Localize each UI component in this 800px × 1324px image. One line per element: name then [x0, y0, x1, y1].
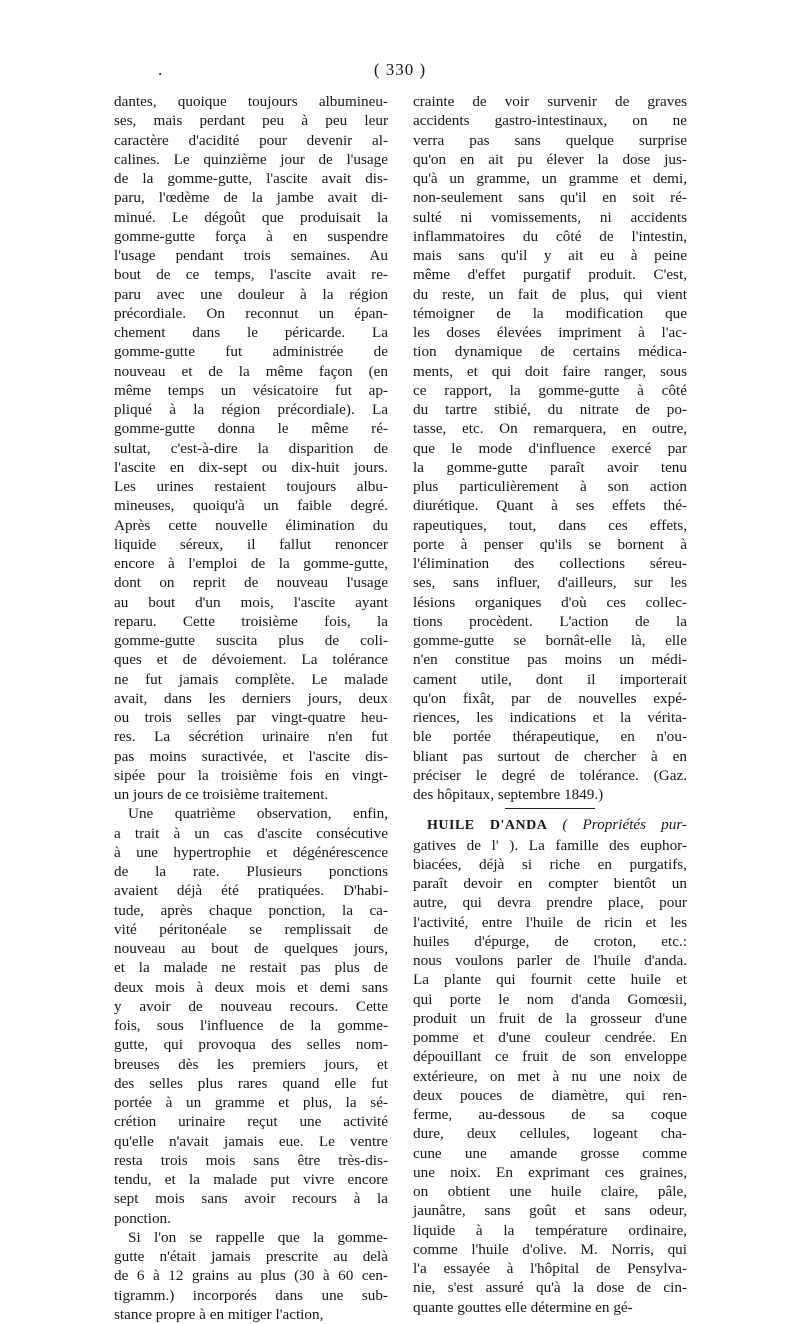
text-line: plus particulièrement à son action: [413, 478, 687, 495]
text-line: sulté ni vomissements, ni accidents: [413, 208, 687, 226]
text-line: tendu, et la malade put vivre encore: [114, 1171, 388, 1188]
entry-huile-d-anda: [413, 815, 687, 1317]
text-line: qui porte le nom d'anda Gomœsii,: [413, 990, 687, 1008]
text-line: ponction.: [114, 1209, 171, 1227]
text-line: préciser le degré de tolérance. (Gaz.: [413, 766, 687, 784]
text-line: huiles d'épurge, de croton, etc.:: [413, 932, 687, 950]
text-line: gomme-gutte força à en suspendre: [114, 227, 388, 245]
text-line: crétion urinaire reçut une activité: [114, 1113, 388, 1131]
text-line: l'activité, entre l'huile de ricin et les: [413, 913, 687, 931]
text-line: ques et de dévoiement. La tolérance: [114, 651, 388, 669]
text-line: ses, sans influer, d'ailleurs, sur les: [413, 574, 687, 592]
text-line: de 6 à 12 grains au plus (30 à 60 cen-: [114, 1267, 388, 1285]
text-line: sipée pour la troisième fois en vingt-: [114, 766, 388, 784]
text-line: [413, 815, 687, 835]
text-line: pomme et d'une couleur cendrée. En: [413, 1029, 687, 1046]
text-line: sultat, c'est-à-dire la disparition de: [114, 439, 388, 457]
text-line: précordiale. On reconnut un épan-: [114, 304, 388, 322]
text-line: encore à l'emploi de la gomme-gutte,: [114, 555, 388, 572]
text-line: tigramm.) incorporés dans une sub-: [114, 1286, 388, 1304]
text-line: tude, après chaque ponction, la ca-: [114, 901, 388, 919]
text-line: deux pouces de diamètre, qui ren-: [413, 1086, 687, 1104]
text-line: sept mois sans avoir recours à la: [114, 1190, 388, 1208]
text-line: Après cette nouvelle élimination du: [114, 516, 388, 534]
text-line: liquide séreux, il fallut renoncer: [114, 535, 388, 553]
text-line: gatives de l' ). La famille des euphor-: [413, 836, 687, 854]
text-line: de la gomme-gutte, l'ascite avait dis-: [114, 170, 388, 187]
text-line: crainte de voir survenir de graves: [413, 93, 687, 110]
text-line: autre, qui devra prendre place, pour: [413, 894, 687, 912]
right-column: [413, 92, 687, 1317]
text-line: l'usage pendant trois semaines. Au: [114, 247, 388, 264]
text-line: res. La sécrétion urinaire n'en fut: [114, 728, 388, 746]
text-line: reparu. Cette troisième fois, la: [114, 612, 388, 630]
section-divider: [505, 808, 595, 809]
text-line: gomme-gutte donna le même ré-: [114, 420, 388, 438]
text-line: les doses élevées impriment à l'ac-: [413, 324, 687, 341]
left-column: [114, 92, 388, 1324]
text-line: ce rapport, la gomme-gutte à côté: [413, 381, 687, 399]
text-line: chement dans le péricarde. La: [114, 324, 388, 341]
text-line: du reste, un fait de plus, qui vient: [413, 285, 687, 303]
text-line: l'élimination des collections séreu-: [413, 555, 687, 572]
text-line: pas moins suractivée, et l'ascite dis-: [114, 747, 388, 765]
paragraph-discussion-continued: [413, 92, 687, 804]
text-line: gomme-gutte fut administrée de: [114, 343, 388, 361]
text-line: breuses dès les premiers jours, et: [114, 1055, 388, 1073]
text-line: mineuses, quoiqu'à un faible degré.: [114, 497, 388, 515]
text-line: qu'on fixât, par de nouvelles expé-: [413, 689, 687, 707]
text-line: gomme-gutte se bornât-elle là, elle: [413, 632, 687, 649]
text-line: bout de ce temps, l'ascite avait re-: [114, 266, 388, 284]
text-line: verra pas sans quelque surprise: [413, 131, 687, 149]
text-line: La plante qui fournit cette huile et: [413, 971, 687, 989]
text-line: nous voulons parler de l'huile d'anda.: [413, 952, 687, 969]
text-line: bliant pas surtout de chercher à en: [413, 747, 687, 765]
text-line: quante gouttes elle détermine en gé-: [413, 1298, 633, 1316]
text-line: minué. Le dégoût que produisait la: [114, 208, 388, 226]
text-line: a trait à un cas d'ascite consécutive: [114, 824, 388, 842]
text-line: nie, s'est assuré qu'à la dose de cin-: [413, 1279, 687, 1297]
text-line: dantes, quoique toujours albumineu-: [114, 93, 388, 110]
text-line: témoigner de la modification que: [413, 304, 687, 322]
text-line: diurétique. Quant à ses effets thé-: [413, 497, 687, 515]
text-line: Une quatrième observation, enfin,: [128, 805, 388, 823]
text-line: avait, dans les derniers jours, deux: [114, 689, 388, 707]
text-line: y avoir de nouveau recours. Cette: [114, 997, 388, 1015]
text-line: des selles plus rares quand elle fut: [114, 1074, 388, 1092]
text-line: qu'à un gramme, un gramme et demi,: [413, 170, 687, 187]
text-line: n'en constitue pas moins un médi-: [413, 651, 687, 669]
text-line: deux mois à deux mois et demi sans: [114, 978, 388, 996]
text-line: que le mode d'influence exercé par: [413, 439, 687, 457]
entry-subtitle: ( Propriétés pur-: [547, 816, 687, 834]
text-line: gomme-gutte suscita plus de coli-: [114, 632, 388, 649]
text-line: ne fut jamais complète. Le malade: [114, 670, 388, 688]
text-line: l'ascite en dix-sept ou dix-huit jours.: [114, 458, 388, 476]
text-line: gutte, qui provoqua des selles nom-: [114, 1036, 388, 1054]
text-line: inflammatoires du côté de l'intestin,: [413, 227, 687, 245]
text-line: tasse, etc. On remarquera, en outre,: [413, 420, 687, 438]
text-line: on obtient une huile claire, pâle,: [413, 1183, 687, 1200]
text-line: porte à penser qu'ils se bornent à: [413, 535, 687, 553]
text-line: des hôpitaux, septembre 1849.): [413, 786, 604, 803]
text-line: extérieure, on met à nu une noix de: [413, 1067, 687, 1085]
text-line: nouveau au bout de quelques jours,: [114, 940, 388, 957]
text-line: ferme, au-dessous de sa coque: [413, 1106, 687, 1123]
text-line: ses, mais perdant peu à peu leur: [114, 112, 388, 130]
text-line: Les urines restaient toujours albu-: [114, 478, 388, 495]
text-line: jaunâtre, sans goût et sans odeur,: [413, 1202, 687, 1220]
text-line: nouveau et de la même façon (en: [114, 362, 388, 380]
text-line: biacées, déjà si riche en purgatifs,: [413, 855, 687, 873]
text-line: à une hypertrophie et dégénérescence: [114, 843, 388, 861]
text-line: riences, les indications et la vérita-: [413, 709, 687, 726]
text-line: cune une amande grosse comme: [413, 1144, 687, 1162]
text-line: une noix. En exprimant ces graines,: [413, 1163, 687, 1181]
text-line: dont on reprit de nouveau l'usage: [114, 574, 388, 592]
text-line: caractère d'acidité pour devenir al-: [114, 131, 388, 149]
text-line: non-seulement sans qu'il en soit ré-: [413, 189, 687, 207]
text-line: gutte n'était jamais prescrite au delà: [114, 1248, 388, 1265]
text-line: la gomme-gutte paraît avoir tenu: [413, 458, 687, 476]
text-line: un jours de ce troisième traitement.: [114, 786, 329, 803]
text-line: l'a essayée à l'hôpital de Pensylva-: [413, 1260, 687, 1277]
paragraph-discussion: [114, 1228, 388, 1324]
text-line: au bout d'un mois, l'ascite ayant: [114, 593, 388, 611]
text-line: mais sans qu'il y ait eu à peine: [413, 247, 687, 264]
page-header: [0, 60, 800, 80]
entry-title: HUILE D'ANDA: [427, 818, 548, 834]
text-line: rapeutiques, tout, dans ces effets,: [413, 516, 687, 534]
text-line: resta trois mois sans être très-dis-: [114, 1151, 388, 1169]
text-line: Si l'on se rappelle que la gomme-: [128, 1228, 388, 1246]
paragraph-ascite-case-4: [114, 804, 388, 1228]
text-line: tions procèdent. L'action de la: [413, 612, 687, 630]
text-line: même d'effet purgatif produit. C'est,: [413, 266, 687, 284]
text-line: paru, l'œdème de la jambe avait di-: [114, 189, 388, 207]
text-line: fois, sous l'influence de la gomme-: [114, 1017, 388, 1034]
text-line: cament utile, dont il importerait: [413, 670, 687, 688]
text-line: calines. Le quinzième jour de l'usage: [114, 150, 388, 168]
text-line: stance propre à en mitiger l'action,: [114, 1305, 324, 1323]
text-line: accidents gastro-intestinaux, on ne: [413, 112, 687, 130]
text-line: de la rate. Plusieurs ponctions: [114, 863, 388, 880]
text-line: dépouillant ce fruit de son enveloppe: [413, 1048, 687, 1066]
text-line: dure, deux cellules, logeant cha-: [413, 1125, 687, 1143]
text-line: produit un fruit de la grosseur d'une: [413, 1009, 687, 1027]
text-line: et la malade ne restait pas plus de: [114, 959, 388, 977]
text-line: du tartre stibié, du nitrate de po-: [413, 401, 687, 418]
page-number: ( 330 ): [373, 60, 427, 79]
text-line: portée à un gramme et plus, la sé-: [114, 1094, 388, 1111]
text-line: pliqué à la région précordiale). La: [114, 401, 388, 418]
text-line: vité péritonéale se remplissait de: [114, 920, 388, 938]
text-line: même temps un vésicatoire fut ap-: [114, 381, 388, 399]
text-line: tion dynamique de certains médica-: [413, 343, 687, 361]
text-line: paru avec une douleur à la région: [114, 285, 388, 303]
text-line: qu'elle n'avait jamais eue. Le ventre: [114, 1132, 388, 1150]
text-line: ments, et qui doit faire ranger, sous: [413, 362, 687, 380]
header-marker: .: [158, 60, 164, 79]
text-line: lésions organiques d'où ces collec-: [413, 593, 687, 611]
text-line: paraît devoir en compter bientôt un: [413, 875, 687, 892]
text-line: ou trois selles par vingt-quatre heu-: [114, 709, 388, 726]
text-line: qu'on en ait pu élever la dose jus-: [413, 150, 687, 168]
text-line: ble portée thérapeutique, en n'ou-: [413, 728, 687, 746]
text-line: avaient déjà été pratiquées. D'habi-: [114, 882, 388, 900]
text-line: liquide à la température ordinaire,: [413, 1221, 687, 1239]
text-line: comme l'huile d'olive. M. Norris, qui: [413, 1240, 687, 1258]
paragraph-ascite-case-3: [114, 92, 388, 804]
